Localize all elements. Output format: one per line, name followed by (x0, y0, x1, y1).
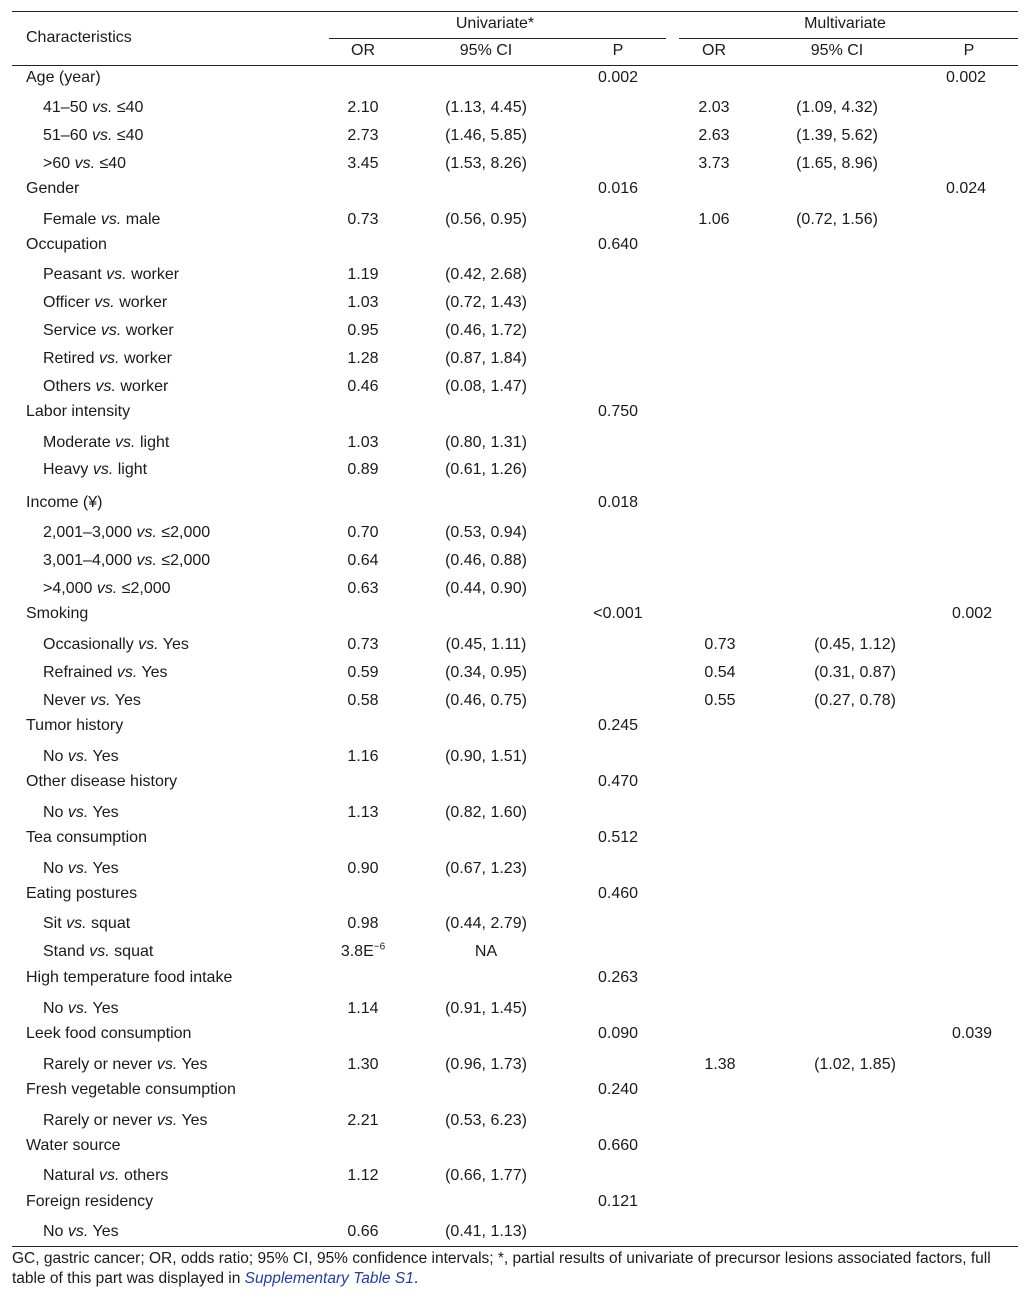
univariate-or-value: 1.13 (347, 804, 379, 821)
vs-label: vs. (99, 350, 120, 367)
univariate-or-value: 1.03 (347, 294, 379, 311)
univariate-or-value: 1.03 (347, 434, 379, 451)
comparison-group: Peasant (43, 266, 102, 283)
univariate-ci: (0.67, 1.23) (445, 860, 527, 877)
row-comparison-label (43, 999, 119, 1019)
comparison-group: Sit (43, 915, 62, 932)
univariate-or (347, 1055, 378, 1075)
header-multivariate-ci: 95% CI (810, 42, 864, 59)
multivariate-or: 1.38 (704, 1056, 736, 1073)
comparison-group: Service (43, 322, 97, 339)
univariate-or-value: 0.73 (347, 636, 379, 653)
vs-label: vs. (95, 378, 116, 395)
reference-group: Yes (114, 692, 141, 709)
univariate-or-value: 1.14 (347, 1000, 379, 1017)
univariate-or (347, 691, 378, 711)
multivariate-ci: (1.02, 1.85) (814, 1056, 896, 1073)
univariate-or-value: 1.30 (347, 1056, 379, 1073)
reference-group: ≤40 (99, 155, 127, 172)
univariate-ci: (0.53, 0.94) (445, 524, 527, 541)
row-comparison-label (43, 579, 171, 599)
row-comparison-label (43, 1055, 208, 1075)
univariate-or-value: 0.73 (347, 211, 379, 228)
univariate-p-value: 0.263 (597, 969, 639, 986)
univariate-or-value: 0.63 (347, 580, 379, 597)
vs-label: vs. (96, 580, 118, 597)
univariate-p-value: 0.018 (597, 494, 639, 511)
comparison-group: Natural (43, 1167, 95, 1184)
comparison-group: Rarely or never (43, 1056, 153, 1073)
multivariate-underline (679, 38, 1018, 39)
comparison-group: 51–60 (43, 127, 88, 144)
row-comparison-label (43, 126, 143, 146)
multivariate-p-value: 0.024 (945, 180, 987, 197)
univariate-p-value: 0.512 (597, 829, 639, 846)
univariate-ci: (0.46, 0.75) (445, 692, 527, 709)
univariate-or-value: 0.64 (347, 552, 379, 569)
univariate-or (347, 265, 378, 285)
univariate-p-value: 0.240 (597, 1081, 639, 1098)
vs-label: vs. (94, 294, 115, 311)
header-bottom-rule (12, 65, 1018, 66)
header-multivariate-p: P (963, 42, 975, 59)
row-comparison-label (43, 1111, 208, 1131)
comparison-group: 2,001–3,000 (43, 524, 132, 541)
reference-group: Yes (181, 1056, 208, 1073)
row-comparison-label (43, 321, 174, 341)
univariate-p-value: 0.750 (597, 403, 639, 420)
reference-group: worker (125, 322, 174, 339)
vs-label: vs. (156, 1112, 178, 1129)
univariate-ci: (1.13, 4.45) (445, 99, 527, 116)
reference-group: squat (114, 943, 154, 960)
comparison-group: Moderate (43, 434, 111, 451)
row-group-label: Foreign residency (26, 1193, 154, 1210)
row-group-label: Leek food consumption (26, 1025, 192, 1042)
comparison-group: >4,000 (43, 580, 93, 597)
row-comparison-label (43, 1166, 168, 1186)
vs-label: vs. (91, 99, 113, 116)
multivariate-ci: (1.65, 8.96) (796, 155, 878, 172)
vs-label: vs. (106, 266, 127, 283)
row-group-label: Tumor history (26, 717, 124, 734)
comparison-group: Female (43, 211, 97, 228)
univariate-or (347, 1166, 378, 1186)
comparison-group: No (43, 1000, 64, 1017)
univariate-ci: (0.42, 2.68) (445, 266, 527, 283)
univariate-ci: (0.53, 6.23) (445, 1112, 527, 1129)
reference-group: Yes (92, 860, 119, 877)
vs-label: vs. (136, 524, 157, 541)
univariate-or (347, 999, 378, 1019)
comparison-group: Rarely or never (43, 1112, 153, 1129)
vs-label: vs. (138, 636, 159, 653)
multivariate-or: 1.06 (698, 211, 730, 228)
univariate-ci: (0.45, 1.11) (445, 636, 527, 653)
row-group-label: Fresh vegetable consumption (26, 1081, 236, 1098)
univariate-ci: (0.44, 0.90) (445, 580, 527, 597)
reference-group: ≤2,000 (161, 524, 211, 541)
vs-label: vs. (67, 860, 89, 877)
row-comparison-label (43, 154, 126, 174)
univariate-or-value: 0.98 (347, 915, 379, 932)
comparison-group: Never (43, 692, 86, 709)
univariate-p-value: 0.016 (597, 180, 639, 197)
vs-label: vs. (136, 552, 157, 569)
multivariate-ci: (0.72, 1.56) (796, 211, 878, 228)
univariate-or-value: 0.46 (347, 378, 379, 395)
multivariate-p-value: 0.002 (945, 69, 987, 86)
univariate-or-value: 2.10 (347, 99, 379, 116)
row-comparison-label (43, 460, 147, 480)
univariate-or (347, 803, 378, 823)
supplementary-table-link[interactable]: Supplementary Table S1 (244, 1270, 414, 1287)
vs-label: vs. (74, 155, 96, 172)
univariate-or (347, 1111, 378, 1131)
multivariate-ci: (0.27, 0.78) (814, 692, 896, 709)
univariate-p-value: 0.640 (597, 236, 639, 253)
multivariate-ci: (1.09, 4.32) (796, 99, 878, 116)
univariate-ci: NA (474, 943, 498, 960)
reference-group: Yes (92, 1223, 119, 1240)
row-group-label: Smoking (26, 605, 89, 622)
comparison-group: No (43, 860, 64, 877)
comparison-group: Officer (43, 294, 90, 311)
reference-group: ≤2,000 (161, 552, 211, 569)
univariate-ci: (0.90, 1.51) (445, 748, 527, 765)
reference-group: worker (131, 266, 180, 283)
vs-label: vs. (67, 748, 89, 765)
univariate-or (347, 210, 378, 230)
univariate-ci: (0.66, 1.77) (445, 1167, 527, 1184)
univariate-or (347, 293, 378, 313)
univariate-or-value: 1.19 (347, 266, 379, 283)
reference-group: Yes (181, 1112, 208, 1129)
univariate-ci: (0.82, 1.60) (445, 804, 527, 821)
univariate-underline (329, 38, 666, 39)
comparison-group: >60 (43, 155, 71, 172)
multivariate-or: 0.55 (704, 692, 736, 709)
univariate-ci: (0.46, 0.88) (445, 552, 527, 569)
footnote-text: GC, gastric cancer; OR, odds ratio; 95% CI, 95% confidence intervals; *, partial results of univariate of precursor lesions associated factors, full table of this part was displayed in (12, 1250, 991, 1287)
univariate-or (347, 635, 378, 655)
comparison-group: Heavy (43, 461, 89, 478)
univariate-ci: (0.72, 1.43) (445, 294, 527, 311)
or-exponent: −6 (373, 941, 386, 953)
row-comparison-label (43, 1222, 119, 1242)
univariate-ci: (0.80, 1.31) (445, 434, 527, 451)
reference-group: Yes (92, 804, 119, 821)
univariate-or (347, 377, 378, 397)
univariate-ci: (1.46, 5.85) (445, 127, 527, 144)
univariate-ci: (0.08, 1.47) (445, 378, 527, 395)
univariate-or-value: 0.58 (347, 692, 379, 709)
multivariate-or: 0.54 (704, 664, 736, 681)
row-group-label: Income (¥) (26, 494, 103, 511)
reference-group: ≤40 (116, 127, 144, 144)
univariate-or (347, 1222, 378, 1242)
header-multivariate: Multivariate (804, 15, 886, 32)
multivariate-or: 2.03 (698, 99, 730, 116)
comparison-group: No (43, 1223, 64, 1240)
univariate-or-value: 2.73 (347, 127, 379, 144)
comparison-group: No (43, 748, 64, 765)
multivariate-p-value: 0.039 (951, 1025, 993, 1042)
reference-group: Yes (141, 664, 168, 681)
univariate-or (347, 747, 378, 767)
reference-group: male (125, 211, 161, 228)
univariate-or (347, 321, 378, 341)
univariate-or-value: 3.45 (347, 155, 379, 172)
table-top-rule (12, 11, 1018, 12)
vs-label: vs. (99, 1167, 120, 1184)
header-univariate-ci: 95% CI (459, 42, 513, 59)
vs-label: vs. (91, 127, 113, 144)
univariate-ci: (1.53, 8.26) (445, 155, 527, 172)
univariate-ci: (0.56, 0.95) (445, 211, 527, 228)
vs-label: vs. (92, 461, 114, 478)
univariate-ci: (0.46, 1.72) (445, 322, 527, 339)
comparison-group: Others (43, 378, 92, 395)
univariate-or (347, 98, 378, 118)
reference-group: light (139, 434, 170, 451)
univariate-ci: (0.61, 1.26) (445, 461, 527, 478)
multivariate-or: 2.63 (698, 127, 730, 144)
row-comparison-label (43, 747, 119, 767)
univariate-ci: (0.87, 1.84) (445, 350, 527, 367)
reference-group: Yes (162, 636, 189, 653)
univariate-or-value: 0.89 (347, 461, 379, 478)
univariate-or-value: 3.8E (340, 943, 374, 960)
univariate-or-value: 1.28 (347, 350, 379, 367)
row-comparison-label (43, 859, 119, 879)
univariate-or-value: 1.12 (347, 1167, 379, 1184)
univariate-or (347, 914, 378, 934)
row-group-label: High temperature food intake (26, 969, 233, 986)
multivariate-or: 0.73 (704, 636, 736, 653)
table-footnote (12, 1249, 1017, 1289)
vs-label: vs. (100, 322, 122, 339)
univariate-or-value: 0.90 (347, 860, 379, 877)
vs-label: vs. (116, 664, 138, 681)
univariate-p-value: 0.121 (597, 1193, 639, 1210)
row-comparison-label (43, 293, 167, 313)
row-comparison-label (43, 433, 169, 453)
comparison-group: Retired (43, 350, 95, 367)
row-group-label: Tea consumption (26, 829, 147, 846)
univariate-p-value: 0.245 (597, 717, 639, 734)
reference-group: squat (91, 915, 131, 932)
row-group-label: Occupation (26, 236, 107, 253)
univariate-or (347, 523, 378, 543)
row-comparison-label (43, 523, 210, 543)
row-comparison-label (43, 349, 172, 369)
reference-group: worker (119, 294, 168, 311)
univariate-p-value: 0.470 (597, 773, 639, 790)
reference-group: ≤2,000 (121, 580, 171, 597)
univariate-or-value: 1.16 (347, 748, 379, 765)
row-comparison-label (43, 377, 168, 397)
table-bottom-rule (12, 1246, 1018, 1247)
reference-group: worker (123, 350, 172, 367)
row-comparison-label (43, 98, 143, 118)
row-group-label: Other disease history (26, 773, 178, 790)
row-group-label: Eating postures (26, 885, 138, 902)
comparison-group: 41–50 (43, 99, 88, 116)
vs-label: vs. (67, 804, 89, 821)
vs-label: vs. (67, 1223, 89, 1240)
vs-label: vs. (90, 692, 111, 709)
reference-group: Yes (92, 748, 119, 765)
row-comparison-label (43, 635, 189, 655)
univariate-ci: (0.96, 1.73) (445, 1056, 527, 1073)
vs-label: vs. (89, 943, 110, 960)
univariate-or-value: 0.59 (347, 664, 379, 681)
univariate-or (347, 154, 378, 174)
row-comparison-label (43, 551, 210, 571)
row-group-label: Water source (26, 1137, 121, 1154)
comparison-group: Stand (43, 943, 85, 960)
univariate-or (347, 551, 378, 571)
multivariate-or: 3.73 (698, 155, 730, 172)
comparison-group: No (43, 804, 64, 821)
vs-label: vs. (115, 434, 136, 451)
row-comparison-label (43, 691, 141, 711)
vs-label: vs. (100, 211, 122, 228)
header-multivariate-or: OR (702, 42, 726, 59)
row-comparison-label (43, 803, 119, 823)
univariate-or (347, 579, 378, 599)
univariate-p-value: 0.002 (597, 69, 639, 86)
univariate-or (341, 942, 385, 962)
reference-group: worker (120, 378, 169, 395)
univariate-or-value: 0.66 (347, 1223, 379, 1240)
univariate-p-value: 0.460 (597, 885, 639, 902)
univariate-or (347, 126, 378, 146)
multivariate-ci: (0.31, 0.87) (814, 664, 896, 681)
reference-group: others (123, 1167, 169, 1184)
row-comparison-label (43, 663, 168, 683)
comparison-group: Refrained (43, 664, 113, 681)
univariate-p-value: 0.090 (597, 1025, 639, 1042)
reference-group: Yes (92, 1000, 119, 1017)
univariate-or-value: 0.70 (347, 524, 379, 541)
comparison-group: Occasionally (43, 636, 134, 653)
reference-group: light (117, 461, 148, 478)
row-group-label: Labor intensity (26, 403, 131, 420)
multivariate-ci: (1.39, 5.62) (796, 127, 878, 144)
row-comparison-label (43, 265, 179, 285)
comparison-group: 3,001–4,000 (43, 552, 132, 569)
header-characteristics: Characteristics (26, 29, 132, 46)
multivariate-p-value: 0.002 (951, 605, 993, 622)
row-comparison-label (43, 210, 160, 230)
univariate-p-value: <0.001 (593, 605, 643, 622)
header-univariate-or: OR (351, 42, 375, 59)
vs-label: vs. (156, 1056, 178, 1073)
row-group-label: Gender (26, 180, 80, 197)
row-group-label: Age (year) (26, 69, 101, 86)
row-comparison-label (43, 914, 130, 934)
univariate-ci: (0.34, 0.95) (445, 664, 527, 681)
univariate-ci: (0.44, 2.79) (445, 915, 527, 932)
univariate-or (347, 859, 378, 879)
univariate-or (347, 663, 378, 683)
univariate-ci: (0.91, 1.45) (445, 1000, 527, 1017)
univariate-ci: (0.41, 1.13) (445, 1223, 527, 1240)
header-univariate: Univariate* (455, 15, 535, 32)
footnote-end: . (413, 1270, 419, 1287)
univariate-or (347, 460, 378, 480)
univariate-or (347, 433, 378, 453)
univariate-or-value: 2.21 (347, 1112, 379, 1129)
univariate-or (347, 349, 378, 369)
row-comparison-label (43, 942, 153, 962)
univariate-p-value: 0.660 (597, 1137, 639, 1154)
multivariate-ci: (0.45, 1.12) (814, 636, 896, 653)
header-univariate-p: P (612, 42, 624, 59)
univariate-or-value: 0.95 (347, 322, 379, 339)
reference-group: ≤40 (116, 99, 144, 116)
vs-label: vs. (66, 915, 87, 932)
vs-label: vs. (67, 1000, 89, 1017)
